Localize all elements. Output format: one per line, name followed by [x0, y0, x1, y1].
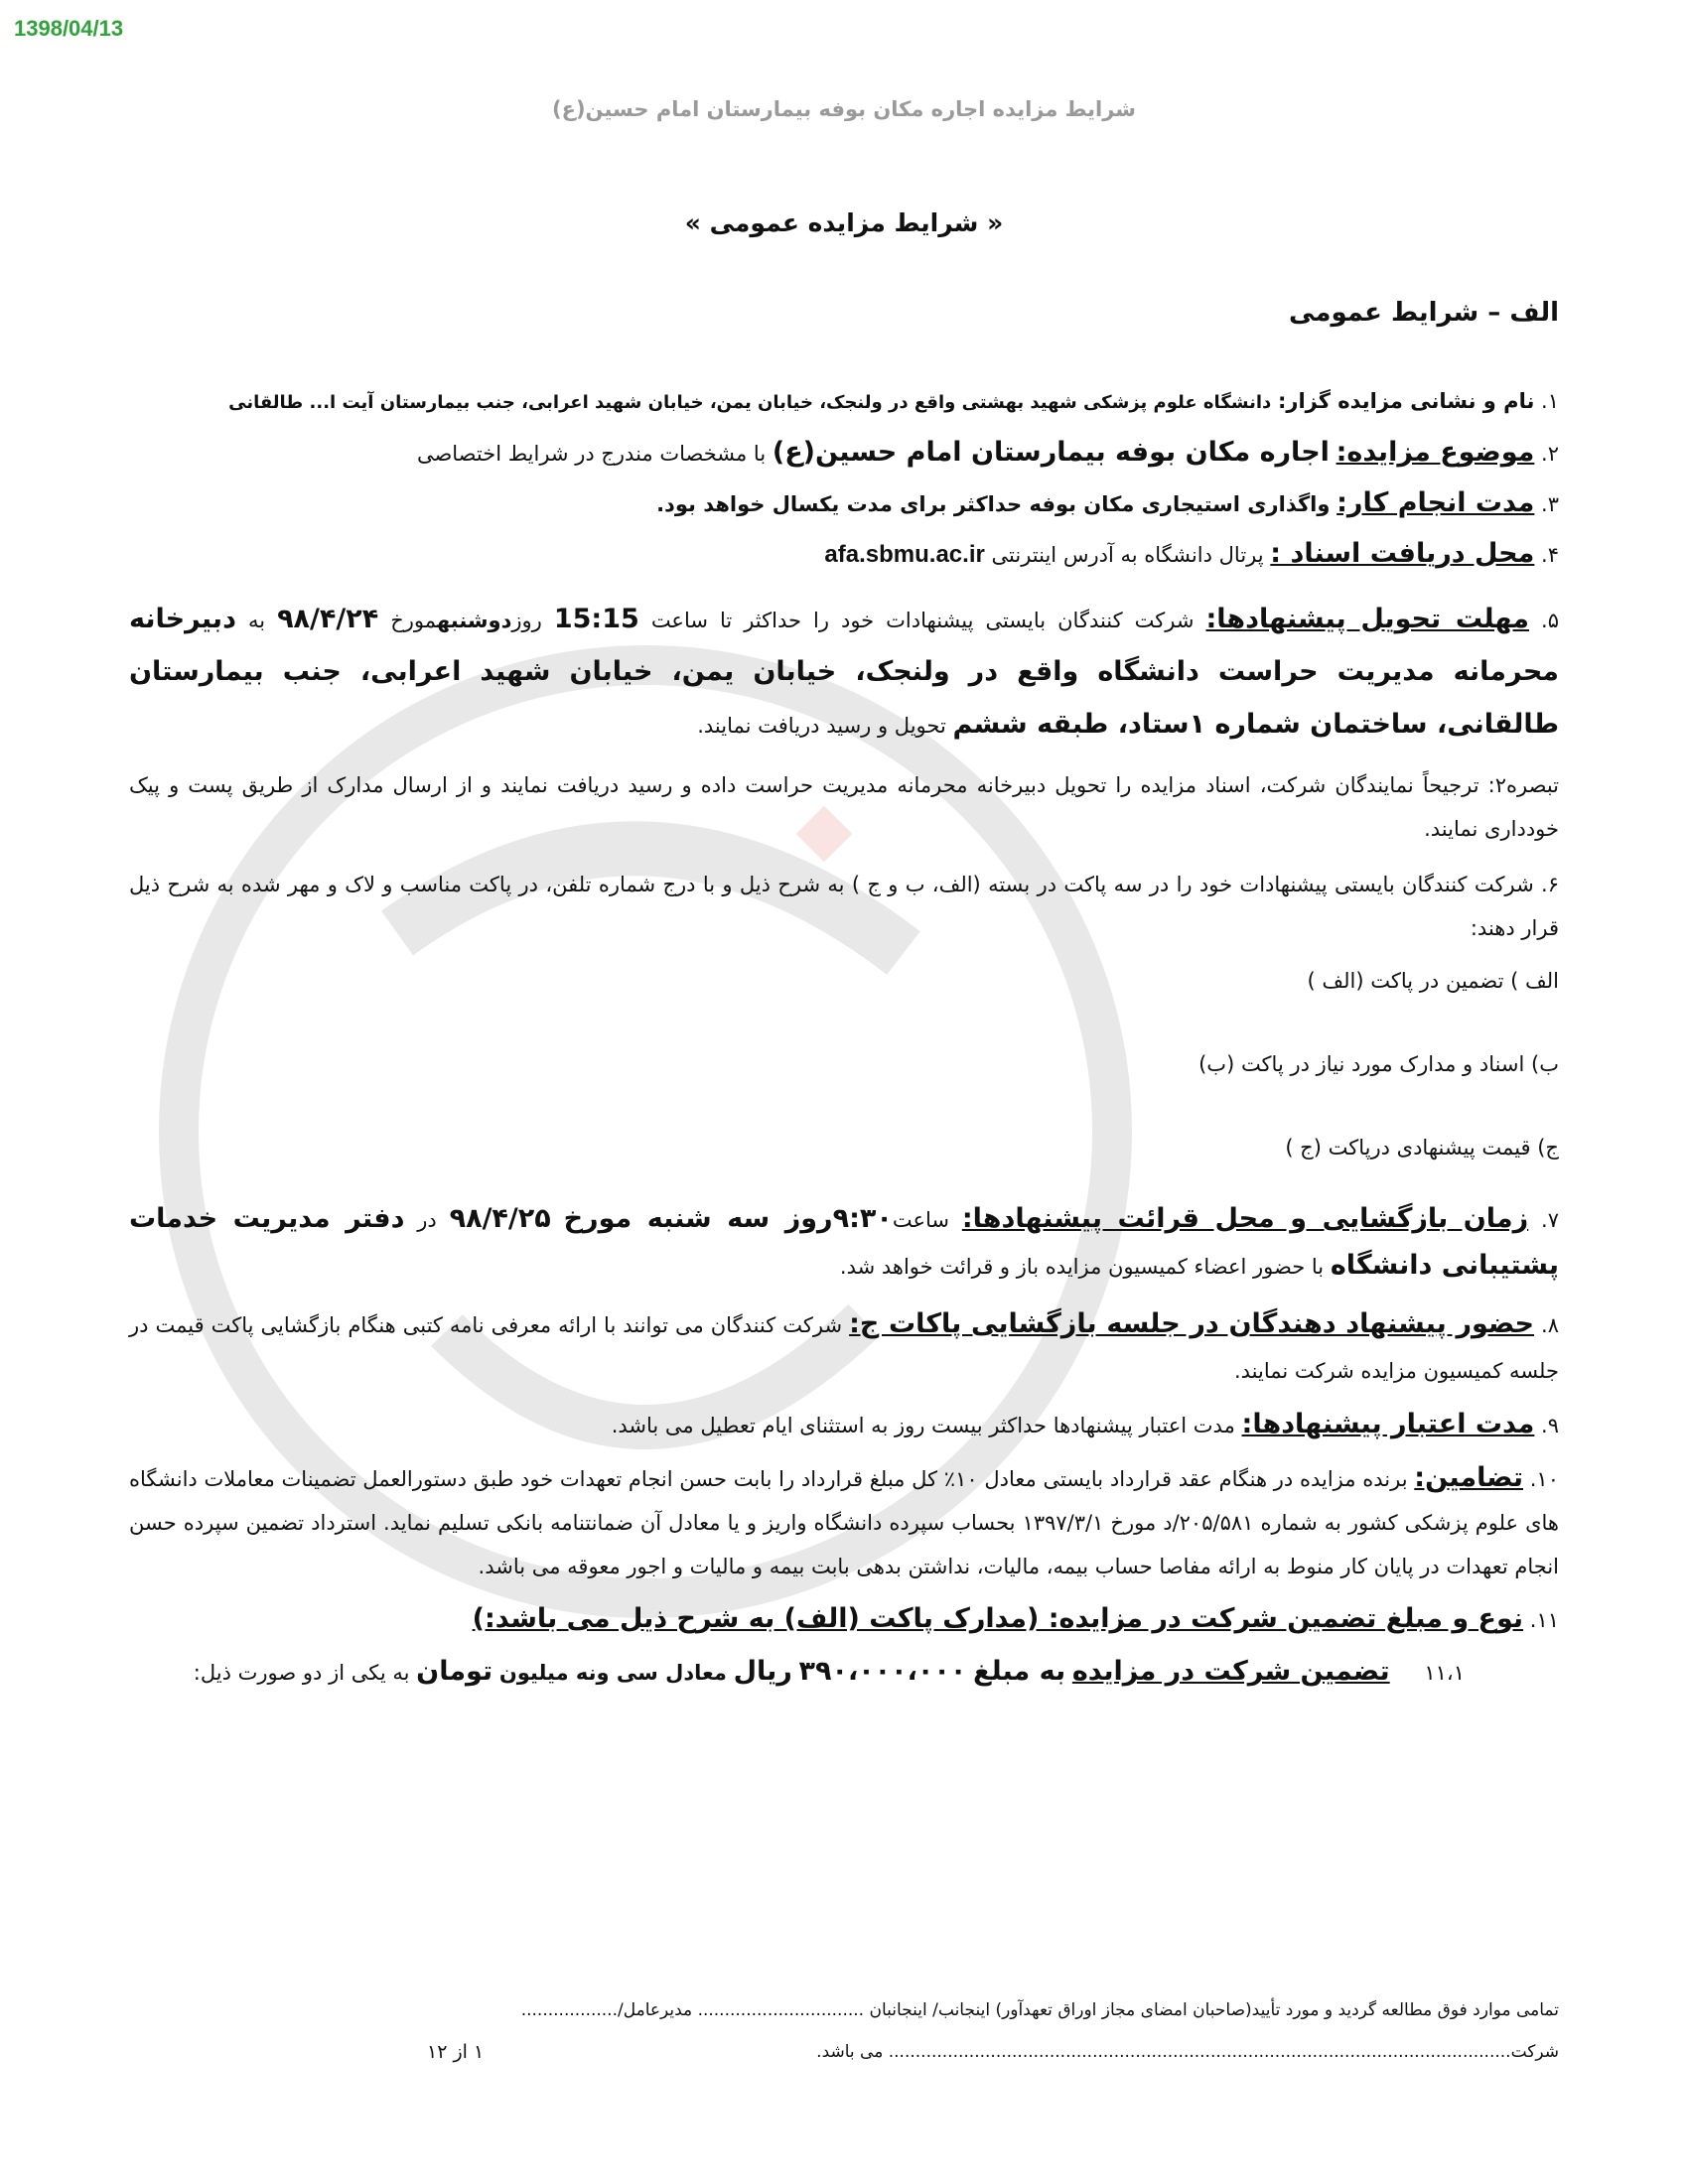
opening-day: روز سه شنبه مورخ: [563, 1203, 833, 1234]
item-label: مهلت تحویل پیشنهادها:: [1205, 604, 1529, 634]
item-label: زمان بازگشایی و محل قرائت پیشنهادها:: [961, 1203, 1529, 1234]
item-4: [129, 535, 1559, 574]
item-number: ۱۰.: [1529, 1467, 1559, 1491]
note-2: تبصره۲: ترجیحاً نمایندگان شرکت، اسناد مزایده را تحویل دبیرخانه محرمانه مدیریت حراست داده و رسید دریافت نمایند و از ارسال مدارک از طریق پست و پیک خودداری نمایند.: [129, 773, 1559, 841]
item-text: واگذاری استیجاری مکان بوفه حداکثر برای مدت یکسال خواهد بود.: [656, 492, 1331, 516]
item-text: مدت اعتبار پیشنهادها حداکثر بیست روز به استثنای ایام تعطیل می باشد.: [611, 1414, 1235, 1437]
item-label: تضامین:: [1414, 1462, 1523, 1493]
item-number: ۱۱،۱: [1424, 1661, 1465, 1685]
envelope-a: الف ) تضمین در پاکت (الف ): [1307, 969, 1559, 993]
item-label: مدت انجام کار:: [1336, 487, 1535, 518]
footer-company-line: شرکت.................................................................................................................... می باشد.: [816, 2042, 1559, 2062]
item-number: ۹.: [1541, 1414, 1559, 1437]
deadline-time: 15:15: [553, 604, 639, 634]
item-11: [129, 1600, 1559, 1639]
deadline-day: دوشنبه: [436, 609, 512, 632]
item-text: به مبلغ: [973, 1656, 1066, 1687]
item-number: ۶.: [1541, 873, 1559, 896]
item-number: ۲.: [1541, 442, 1559, 466]
item-text: به یکی از دو صورت ذیل:: [193, 1661, 410, 1685]
item-text: تحویل و رسید دریافت نمایند.: [697, 714, 946, 738]
portal-url: afa.sbmu.ac.ir: [824, 541, 985, 568]
item-text: ساعت: [892, 1208, 949, 1232]
item-text: شرکت کنندگان می توانند با ارائه معرفی نامه کتبی هنگام بازگشایی پاکت قیمت در جلسه کمیسیون مزایده شرکت نمایند.: [129, 1313, 1559, 1383]
item-text: پرتال دانشگاه به آدرس اینترنتی: [991, 543, 1264, 567]
item-text: با حضور اعضاء کمیسیون مزایده باز و قرائت خواهد شد.: [839, 1255, 1325, 1279]
item-number: ۳.: [1541, 492, 1559, 516]
guarantee-unit: تومان: [416, 1656, 493, 1687]
item-number: ۱.: [1541, 389, 1559, 413]
item-label: نوع و مبلغ تضمین شرکت در مزایده: (مدارک پاکت (الف) به شرح ذیل می باشد:): [472, 1603, 1524, 1634]
envelope-b: ب) اسناد و مدارک مورد نیاز در پاکت (ب): [1198, 1052, 1559, 1076]
item-10: [129, 1456, 1559, 1588]
delivery-place: دبیرخانه محرمانه مدیریت حراست دانشگاه واقع در ولنجک، خیابان یمن، خیابان شهید اعرابی، جنب بیمارستان طالقانی، ساختمان شماره ۱ستاد، طبقه ششم: [129, 604, 1559, 740]
item-2: [129, 434, 1559, 473]
conditions-body: [129, 382, 1559, 1704]
item-text: مورخ: [390, 609, 437, 632]
item-label: محل دریافت اسناد :: [1270, 538, 1535, 569]
deadline-date: ۹۸/۴/۲۴: [277, 604, 379, 634]
opening-time: ۹:۳۰: [832, 1203, 893, 1234]
signature-footer: [129, 1995, 1559, 2067]
envelope-c: ج) قیمت پیشنهادی درپاکت (ج ): [1285, 1136, 1559, 1160]
item-11-1: [129, 1653, 1559, 1692]
running-head: شرایط مزایده اجاره مکان بوفه بیمارستان امام حسین(ع): [552, 97, 1136, 121]
item-7: [129, 1196, 1559, 1290]
item-number: ۵.: [1541, 609, 1559, 632]
opening-date: ۹۸/۴/۲۵: [449, 1203, 551, 1234]
item-number: ۱۱.: [1529, 1608, 1559, 1632]
footer-approval-line: تمامی موارد فوق مطالعه گردید و مورد تأیید(صاحبان امضای مجاز اوراق تعهدآور) اینجانب/ اینجانبان ............................... مدیرعامل/..................: [520, 2000, 1559, 2020]
item-label: حضور پیشنهاد دهندگان در جلسه بازگشایی پاکات ج:: [849, 1308, 1535, 1339]
item-text: شرکت کنندگان بایستی پیشنهادات خود را در سه پاکت در بسته (الف، ب و ج ) به شرح ذیل و با درج شماره تلفن، در پاکت مناسب و لاک و مهر شده به شرح ذیل قرار دهند:: [129, 873, 1559, 940]
item-number: ۸.: [1541, 1313, 1559, 1337]
item-text: برنده مزایده در هنگام عقد قرارداد بایستی معادل ۱۰٪ کل مبلغ قرارداد را بابت حسن انجام تعهدات خود طبق دستورالعمل تضمینات معاملات دانشگاه های علوم پزشکی کشور به شماره ۲۰۵/۵۸۱/د مورخ ۱۳۹۷/۳/۱ بحساب سپرده دانشگاه واریز و یا معادل آن ضمانتنامه بانکی تسلیم نماید. استرداد تضمین سپرده حسن انجام تعهدات در پایان کار منوط به ارائه مفاصا حساب بیمه، مالیات، نداشتن بدهی بابت بیمه و مالیات و اجور معوقه می باشد.: [129, 1467, 1560, 1578]
item-number: ۷.: [1541, 1208, 1559, 1232]
item-label: موضوع مزایده:: [1336, 437, 1535, 468]
item-9: [129, 1406, 1559, 1444]
item-number: ۴.: [1541, 543, 1559, 567]
item-text: در: [417, 1208, 437, 1232]
guarantee-amount: ۳۹۰،۰۰۰،۰۰۰: [798, 1656, 967, 1687]
item-text: دانشگاه علوم پزشکی شهید بهشتی واقع در ولنجک، خیابان یمن، خیابان شهید اعرابی، جنب بیمارستان آیت ا... طالقانی: [228, 392, 1272, 413]
document-title: « شرایط مزایده عمومی »: [684, 208, 1004, 237]
item-subject: اجاره مکان بوفه بیمارستان امام حسین(ع): [772, 437, 1330, 468]
date-stamp: 1398/04/13: [14, 16, 124, 41]
guarantee-currency: ریال: [733, 1656, 792, 1687]
item-1: [129, 382, 1559, 422]
item-8: [129, 1301, 1559, 1394]
item-5: [129, 594, 1559, 751]
item-text: با مشخصات مندرج در شرایط اختصاصی: [416, 442, 767, 466]
item-6: [129, 863, 1559, 950]
item-label: نام و نشانی مزایده گزار:: [1277, 389, 1535, 413]
item-text: معادل سی ونه میلیون: [498, 1661, 727, 1685]
page-number: ۱ از ۱۲: [427, 2041, 485, 2063]
item-label: تضمین شرکت در مزایده: [1071, 1656, 1390, 1687]
item-text: روز: [511, 609, 542, 632]
footer-company-row: [129, 2037, 1559, 2067]
item-text: به: [247, 609, 266, 632]
opening-place: دفتر مدیریت خدمات پشتیبانی دانشگاه: [129, 1203, 1559, 1281]
item-3: [129, 484, 1559, 523]
item-label: مدت اعتبار پیشنهادها:: [1241, 1409, 1535, 1439]
item-text: شرکت کنندگان بایستی پیشنهادات خود را حداکثر تا ساعت: [650, 609, 1195, 632]
section-heading: الف – شرایط عمومی: [1289, 298, 1559, 328]
